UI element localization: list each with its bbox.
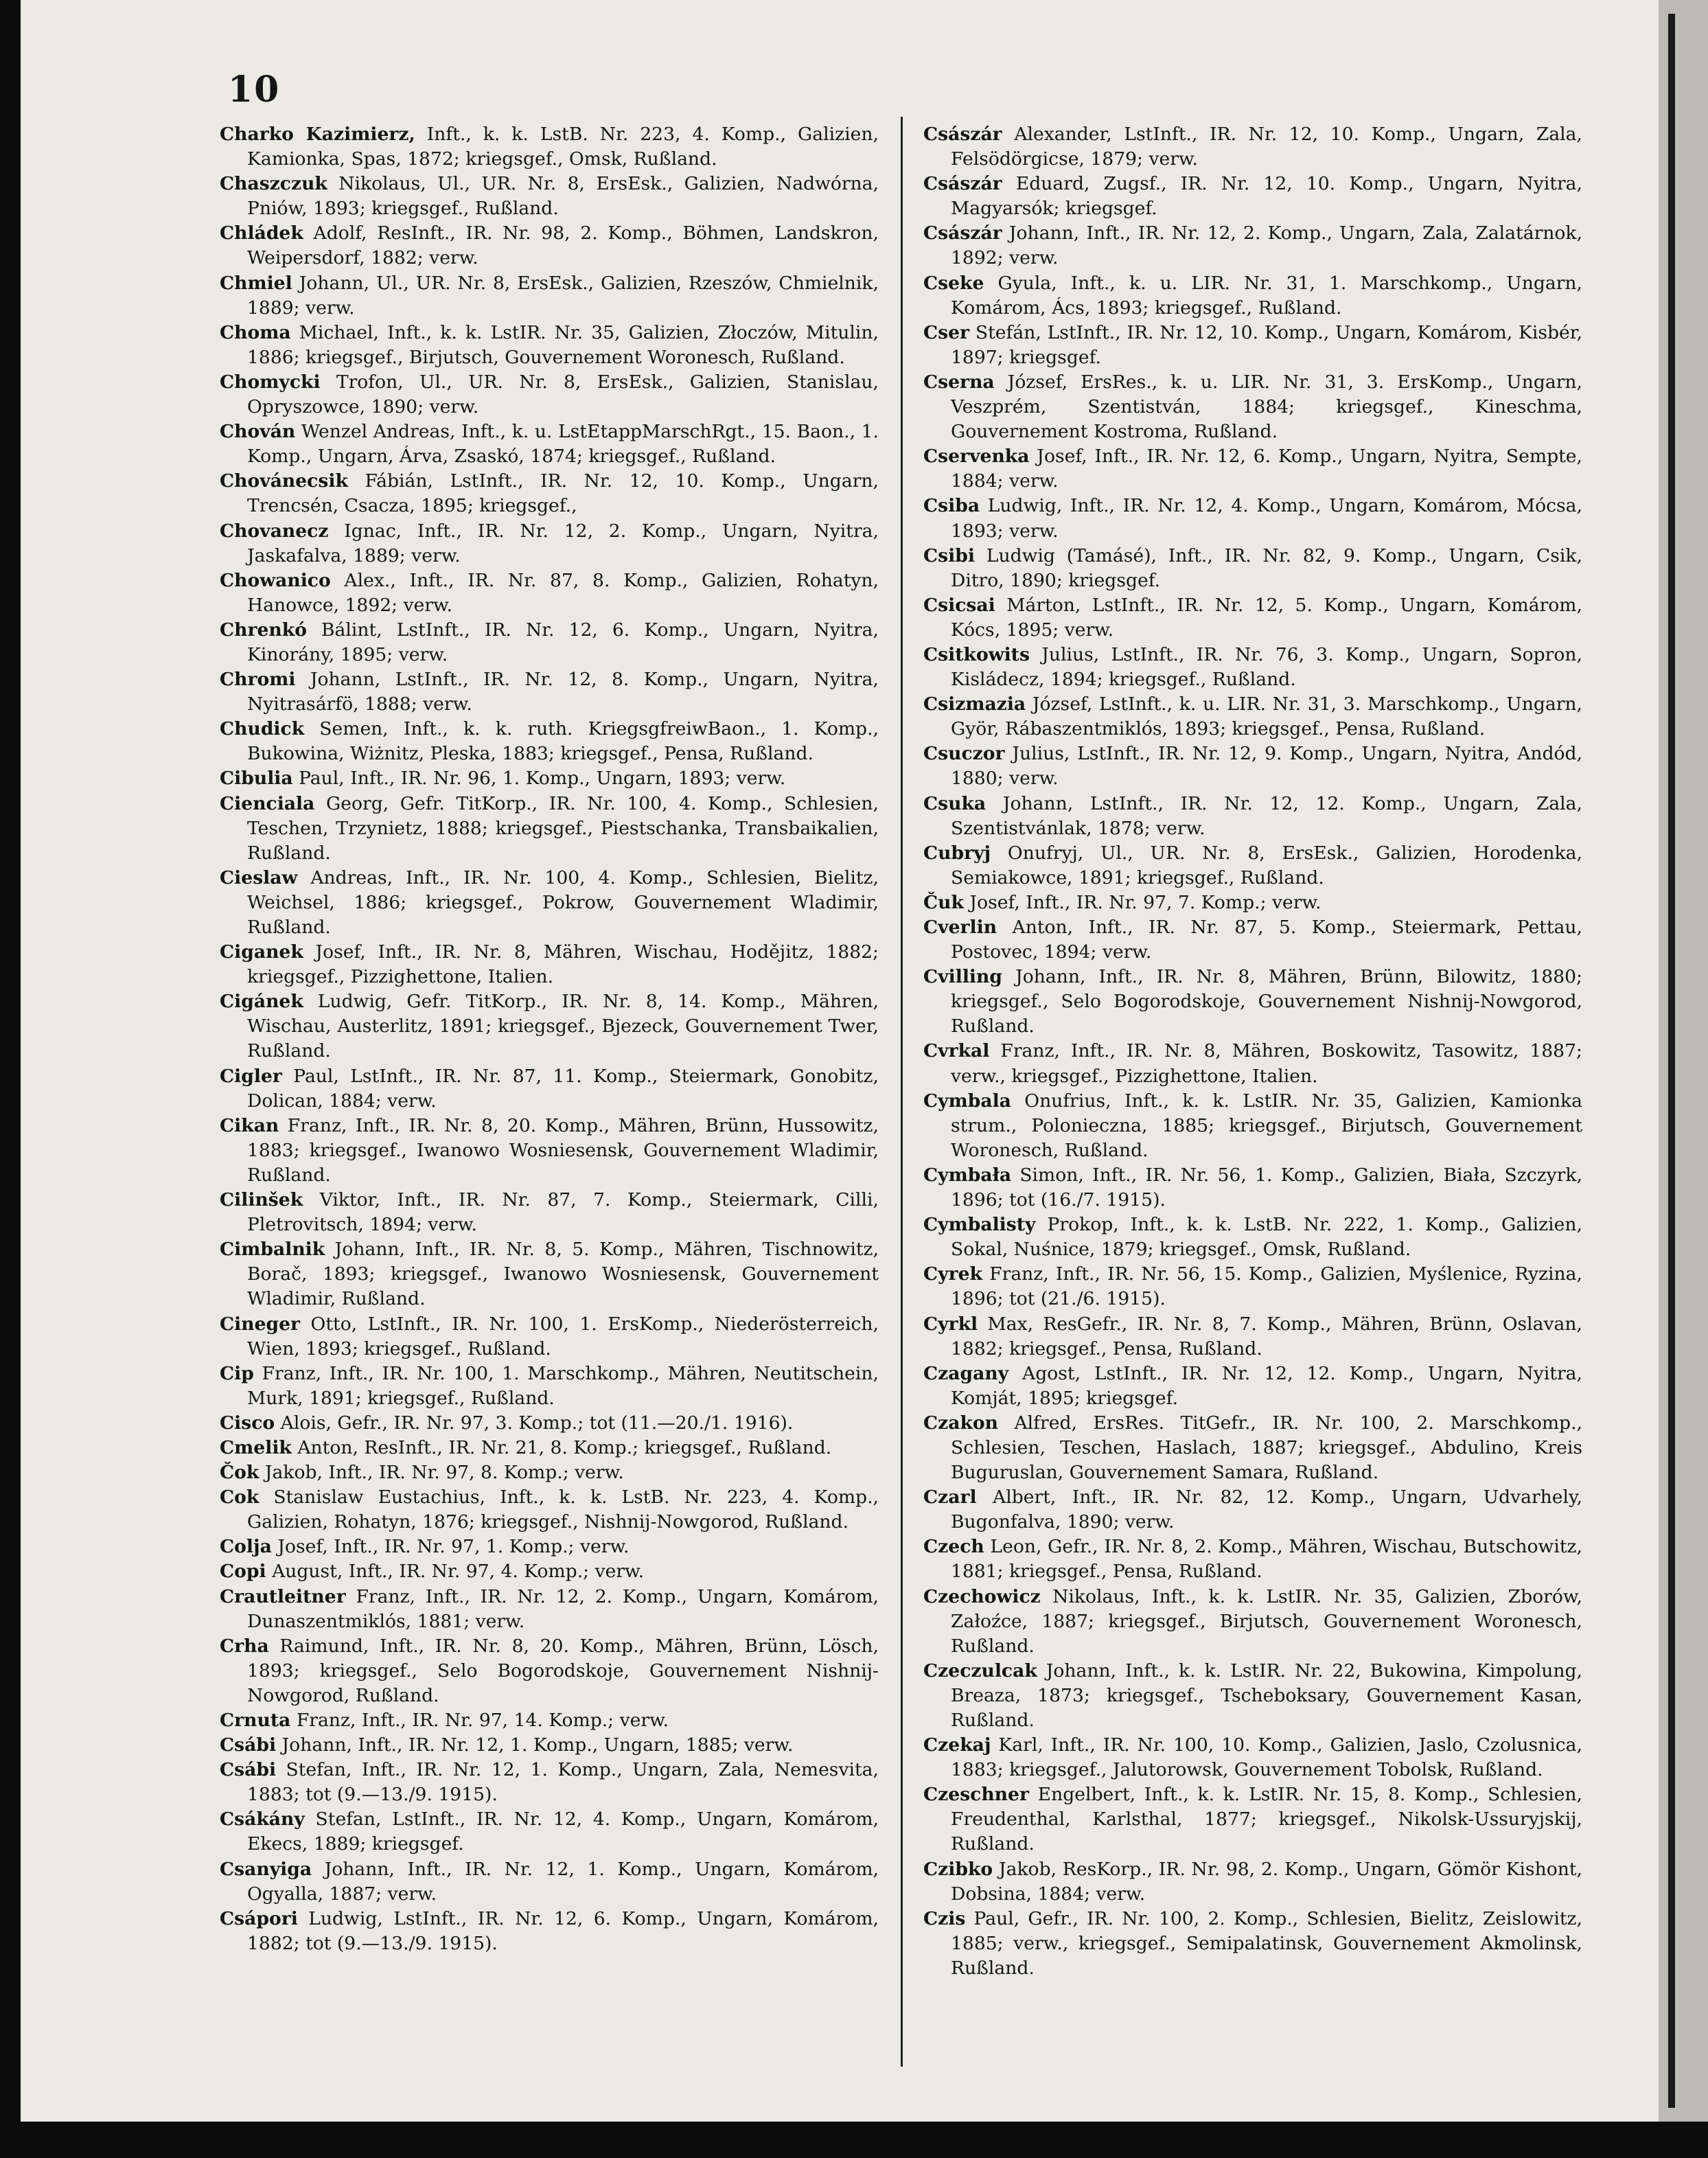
list-item [220,866,879,940]
entry-surname: Chrenkó [220,619,307,641]
list-item [220,1733,879,1758]
entry-surname: Cubryj [923,842,991,864]
entry-details: Ignac, Inft., IR. Nr. 12, 2. Komp., Ungarn, Nyitra, Jaskafalva, 1889; verw. [247,520,879,566]
entry-details: Josef, Inft., IR. Nr. 12, 6. Komp., Ungarn, Nyitra, Sempte, 1884; verw. [951,446,1582,492]
list-item [220,1114,879,1188]
list-item [923,792,1582,841]
entry-surname: Cverlin [923,917,997,938]
list-item [220,766,879,791]
list-item [220,667,879,717]
entry-surname: Charko Kazimierz, [220,124,415,145]
entry-details: Josef, Inft., IR. Nr. 97, 1. Komp.; verw. [277,1536,630,1558]
list-item [220,569,879,618]
entry-details: Franz, Inft., IR. Nr. 12, 2. Komp., Ungarn, Komárom, Dunaszentmiklós, 1881; verw. [247,1585,879,1632]
list-item [220,519,879,569]
scan-edge-left [0,0,21,2158]
entry-details: Stanislaw Eustachius, Inft., k. k. LstB. Nr. 223, 4. Komp., Galizien, Rohatyn, 1876; kriegsgef., Nishnij-Nowgorod, Rußland. [247,1487,879,1533]
entry-surname: Czechowicz [923,1585,1041,1607]
list-item [923,444,1582,494]
list-item [220,1708,879,1733]
entry-surname: Csibi [923,544,975,566]
entry-details: Georg, Gefr. TitKorp., IR. Nr. 100, 4. Komp., Schlesien, Teschen, Trzynietz, 1888; kriegsgef., Piestschanka, Transbaikalien, Rußland. [247,792,879,864]
list-item [220,1559,879,1584]
left-column [220,122,879,1956]
entry-surname: Csiba [923,495,980,517]
entry-surname: Csanyiga [220,1858,312,1880]
entry-surname: Cvilling [923,966,1002,988]
list-item [220,370,879,420]
entry-details: Franz, Inft., IR. Nr. 8, Mähren, Boskowitz, Tasowitz, 1887; verw., kriegsgef., Pizzighettone, Italien. [951,1040,1582,1087]
entry-details: Nikolaus, Inft., k. k. LstIR. Nr. 35, Galizien, Zborów, Załoźce, 1887; kriegsgef., Birjutsch, Gouvernement Woronesch, Rußland. [951,1585,1582,1657]
entry-surname: Cilinšek [220,1189,303,1211]
entry-details: Trofon, Ul., UR. Nr. 8, ErsEsk., Galizien, Stanislau, Opryszowce, 1890; verw. [247,371,879,418]
list-item [923,494,1582,543]
list-item [923,1857,1582,1907]
entry-surname: Crautleitner [220,1585,346,1607]
entry-surname: Cmelik [220,1436,292,1458]
entry-details: Jakob, Inft., IR. Nr. 97, 8. Komp.; verw. [264,1462,624,1484]
entry-details: Adolf, ResInft., IR. Nr. 98, 2. Komp., Böhmen, Landskron, Weipersdorf, 1882; verw. [247,222,879,269]
entry-details: Stefán, LstInft., IR. Nr. 12, 10. Komp., Ungarn, Komárom, Kisbér, 1897; kriegsgef. [951,321,1582,368]
entry-details: Johann, Inft., IR. Nr. 8, Mähren, Brünn, Bilowitz, 1880; kriegsgef., Selo Bogorodskoje, Gouvernement Nishnij-Nowgorod, Rußland. [951,966,1582,1037]
entry-details: Johann, Inft., IR. Nr. 8, 5. Komp., Mähren, Tischnowitz, Borač, 1893; kriegsgef., Iwanowo Wosniesensk, Gouvernement Wladimir, Rußland. [247,1239,879,1310]
list-item [220,1411,879,1436]
entry-surname: Csákány [220,1809,305,1830]
entry-surname: Chovánecsik [220,470,348,492]
list-item [923,891,1582,915]
entry-surname: Ciganek [220,941,303,963]
entry-details: Franz, Inft., IR. Nr. 8, 20. Komp., Mähren, Brünn, Hussowitz, 1883; kriegsgef., Iwanowo Wosniesensk, Gouvernement Wladimir, Rußland. [247,1114,879,1186]
entry-surname: Cienciala [220,792,315,814]
scan-edge-right-line [1668,14,1675,2108]
entry-details: Raimund, Inft., IR. Nr. 8, 20. Komp., Mähren, Brünn, Lösch, 1893; kriegsgef., Selo Bogorodskoje, Gouvernement Nishnij-Nowgorod, Rußland. [247,1635,879,1706]
entry-details: Julius, LstInft., IR. Nr. 12, 9. Komp., Ungarn, Nyitra, Andód, 1880; verw. [951,743,1582,790]
list-item [923,271,1582,321]
list-item [220,717,879,766]
entry-details: Prokop, Inft., k. k. LstB. Nr. 222, 1. Komp., Galizien, Sokal, Nuśnice, 1879; kriegsgef., Omsk, Rußland. [951,1214,1582,1261]
entry-surname: Csuka [923,792,986,814]
list-item [220,321,879,370]
list-item [923,1659,1582,1733]
list-item [923,1163,1582,1213]
entry-surname: Chován [220,421,296,443]
entry-details: Johann, Ul., UR. Nr. 8, ErsEsk., Galizien, Rzeszów, Chmielnik, 1889; verw. [247,272,879,319]
entry-surname: Cikan [220,1114,279,1136]
list-item [220,618,879,667]
entry-surname: Cok [220,1487,259,1508]
entry-details: Franz, Inft., IR. Nr. 97, 14. Komp.; verw. [296,1710,669,1731]
list-item [220,469,879,518]
entry-surname: Czis [923,1907,966,1929]
list-item [923,742,1582,791]
entry-surname: Chudick [220,718,305,740]
entry-details: Alexander, LstInft., IR. Nr. 12, 10. Komp., Ungarn, Zala, Felsödörgicse, 1879; verw. [951,124,1582,170]
list-item [923,1535,1582,1584]
entry-surname: Cimbalnik [220,1239,325,1261]
list-item [220,122,879,172]
entry-details: Wenzel Andreas, Inft., k. u. LstEtappMarschRgt., 15. Baon., 1. Komp., Ungarn, Árva, Zsaskó, 1874; kriegsgef., Rußland. [247,421,879,468]
list-item [923,1585,1582,1659]
entry-surname: Cigler [220,1065,282,1087]
list-item [923,544,1582,593]
entry-surname: Czech [923,1536,984,1558]
entry-surname: Čok [220,1462,259,1484]
column-divider [901,117,903,2067]
entry-surname: Colja [220,1536,272,1558]
list-item [923,122,1582,172]
entry-surname: Cvrkal [923,1040,990,1062]
list-item [220,420,879,469]
entry-details: Inft., k. k. LstB. Nr. 223, 4. Komp., Galizien, Kamionka, Spas, 1872; kriegsgef., Omsk, Rußland. [247,124,879,170]
entry-surname: Császár [923,222,1002,244]
list-item [923,172,1582,221]
right-column [923,122,1582,1981]
entry-surname: Czeschner [923,1784,1029,1806]
entry-surname: Czagany [923,1362,1009,1384]
list-item [923,221,1582,271]
list-item [220,792,879,866]
entry-surname: Cser [923,321,970,343]
list-item [220,1807,879,1857]
entry-surname: Chromi [220,669,296,691]
entry-details: Alois, Gefr., IR. Nr. 97, 3. Komp.; tot (11.—20./1. 1916). [280,1412,794,1434]
entry-surname: Chomycki [220,371,321,393]
entry-details: Michael, Inft., k. k. LstIR. Nr. 35, Galizien, Złoczów, Mitulin, 1886; kriegsgef., Birjutsch, Gouvernement Woronesch, Rußland. [247,321,879,368]
list-item [923,370,1582,444]
list-item [220,1312,879,1362]
entry-surname: Choma [220,321,291,343]
list-item [923,1039,1582,1088]
scan-edge-bottom [0,2122,1708,2158]
entry-details: Semen, Inft., k. k. ruth. KriegsgfreiwBaon., 1. Komp., Bukowina, Wiżnitz, Pleska, 1883; kriegsgef., Pensa, Rußland. [247,718,879,765]
entry-details: Josef, Inft., IR. Nr. 97, 7. Komp.; verw. [969,891,1322,913]
entry-details: Jakob, ResKorp., IR. Nr. 98, 2. Komp., Ungarn, Gömör Kishont, Dobsina, 1884; verw. [951,1858,1582,1905]
entry-details: Simon, Inft., IR. Nr. 56, 1. Komp., Galizien, Biała, Szczyrk, 1896; tot (16./7. 1915). [951,1164,1582,1211]
list-item [220,1237,879,1311]
list-item [923,1213,1582,1262]
entry-surname: Cieslaw [220,866,298,888]
list-item [220,1758,879,1807]
entry-surname: Czibko [923,1858,993,1880]
entry-surname: Csápori [220,1907,298,1929]
entry-details: József, ErsRes., k. u. LIR. Nr. 31, 3. ErsKomp., Ungarn, Veszprém, Szentistván, 1884; kriegsgef., Kineschma, Gouvernement Kostroma, Rußland. [951,371,1582,443]
list-item [923,692,1582,742]
entry-surname: Copi [220,1561,266,1583]
list-item [923,965,1582,1039]
list-item [923,593,1582,643]
list-item [220,1436,879,1460]
entry-details: Anton, ResInft., IR. Nr. 21, 8. Komp.; kriegsgef., Rußland. [297,1436,832,1458]
entry-details: Stefan, Inft., IR. Nr. 12, 1. Komp., Ungarn, Zala, Nemesvita, 1883; tot (9.—13./9. 1915). [247,1759,879,1806]
entry-details: Márton, LstInft., IR. Nr. 12, 5. Komp., Ungarn, Komárom, Kócs, 1895; verw. [951,594,1582,641]
list-item [923,1782,1582,1857]
entry-details: Paul, Gefr., IR. Nr. 100, 2. Komp., Schlesien, Bielitz, Zeislowitz, 1885; verw., kriegsgef., Semipalatinsk, Gouvernement Akmolinsk, Rußland. [951,1907,1582,1979]
list-item [220,271,879,321]
entry-surname: Czakon [923,1412,998,1434]
list-item [923,1485,1582,1535]
list-item [923,841,1582,891]
entry-details: Onufryj, Ul., UR. Nr. 8, ErsEsk., Galizien, Horodenka, Semiakowce, 1891; kriegsgef., Rußland. [951,842,1582,888]
list-item [220,940,879,989]
entry-details: Agost, LstInft., IR. Nr. 12, 12. Komp., Ungarn, Nyitra, Komját, 1895; kriegsgef. [951,1362,1582,1409]
list-item [923,321,1582,370]
entry-details: Bálint, LstInft., IR. Nr. 12, 6. Komp., Ungarn, Nyitra, Kinorány, 1895; verw. [247,619,879,665]
entry-surname: Csuczor [923,743,1005,765]
entry-surname: Csicsai [923,594,995,616]
entry-surname: Cigánek [220,991,303,1013]
list-item [220,1485,879,1535]
entry-surname: Czarl [923,1487,977,1508]
entry-surname: Császár [923,124,1002,145]
list-item [220,1907,879,1956]
entry-surname: Crnuta [220,1710,291,1731]
entry-surname: Crha [220,1635,269,1657]
entry-details: Nikolaus, Ul., UR. Nr. 8, ErsEsk., Galizien, Nadwórna, Pniów, 1893; kriegsgef., Rußland. [247,173,879,220]
entry-details: Gyula, Inft., k. u. LIR. Nr. 31, 1. Marschkomp., Ungarn, Komárom, Ács, 1893; kriegsgef., Rußland. [951,272,1582,319]
entry-surname: Cserna [923,371,995,393]
entry-details: Johann, Inft., IR. Nr. 12, 1. Komp., Ungarn, 1885; verw. [281,1734,794,1756]
list-item [220,1188,879,1237]
list-item [923,1907,1582,1981]
entry-surname: Csábi [220,1734,277,1756]
entry-surname: Cibulia [220,768,293,790]
list-item [923,915,1582,965]
list-item [923,1262,1582,1311]
entry-details: Johann, Inft., IR. Nr. 12, 2. Komp., Ungarn, Zala, Zalatárnok, 1892; verw. [951,222,1582,269]
entry-details: Ludwig, LstInft., IR. Nr. 12, 6. Komp., Ungarn, Komárom, 1882; tot (9.—13./9. 1915). [247,1907,879,1954]
entry-surname: Csábi [220,1759,277,1781]
entry-details: Eduard, Zugsf., IR. Nr. 12, 10. Komp., Ungarn, Nyitra, Magyarsók; kriegsgef. [951,173,1582,220]
entry-details: Ludwig, Inft., IR. Nr. 12, 4. Komp., Ungarn, Komárom, Mócsa, 1893; verw. [951,495,1582,542]
entry-surname: Czeczulcak [923,1660,1037,1681]
entry-details: August, Inft., IR. Nr. 97, 4. Komp.; verw. [272,1561,645,1583]
list-item [220,172,879,221]
entry-details: József, LstInft., k. u. LIR. Nr. 31, 3. Marschkomp., Ungarn, Györ, Rábaszentmiklós, 1893; kriegsgef., Pensa, Rußland. [951,693,1582,740]
list-item [220,1634,879,1708]
entry-surname: Cymbała [923,1164,1012,1186]
entry-surname: Cymbalisty [923,1214,1036,1236]
list-item [220,989,879,1064]
entry-surname: Cineger [220,1313,301,1335]
entry-details: Leon, Gefr., IR. Nr. 8, 2. Komp., Mähren, Wischau, Butschowitz, 1881; kriegsgef., Pensa, Rußland. [951,1536,1582,1583]
list-item [923,1312,1582,1362]
entry-details: Johann, Inft., k. k. LstIR. Nr. 22, Bukowina, Kimpolung, Breaza, 1873; kriegsgef., Tscheboksary, Gouvernement Kasan, Rußland. [951,1660,1582,1731]
entry-details: Ludwig (Tamásé), Inft., IR. Nr. 82, 9. Komp., Ungarn, Csik, Ditro, 1890; kriegsgef. [951,544,1582,591]
entry-surname: Császár [923,173,1002,195]
entry-details: Fábián, LstInft., IR. Nr. 12, 10. Komp., Ungarn, Trencsén, Csacza, 1895; kriegsgef., [247,470,879,517]
list-item [923,1411,1582,1485]
entry-details: Paul, LstInft., IR. Nr. 87, 11. Komp., Steiermark, Gonobitz, Dolican, 1884; verw. [247,1065,879,1112]
list-item [923,1733,1582,1782]
list-item [220,1460,879,1485]
list-item [220,1362,879,1411]
list-item [220,221,879,271]
entry-details: Engelbert, Inft., k. k. LstIR. Nr. 15, 8. Komp., Schlesien, Freudenthal, Karlsthal, 1877; kriegsgef., Nikolsk-Ussuryjskij, Rußland. [951,1784,1582,1855]
entry-details: Otto, LstInft., IR. Nr. 100, 1. ErsKomp., Niederösterreich, Wien, 1893; kriegsgef., Rußland. [247,1313,879,1359]
entry-surname: Czekaj [923,1734,991,1756]
entry-details: Johann, Inft., IR. Nr. 12, 1. Komp., Ungarn, Komárom, Ogyalla, 1887; verw. [247,1858,879,1905]
entry-details: Josef, Inft., IR. Nr. 8, Mähren, Wischau, Hodějitz, 1882; kriegsgef., Pizzighettone, Italien. [247,941,879,988]
list-item [220,1535,879,1559]
list-item [923,1362,1582,1411]
entry-surname: Chládek [220,222,303,244]
entry-surname: Chmiel [220,272,292,294]
entry-details: Alex., Inft., IR. Nr. 87, 8. Komp., Galizien, Rohatyn, Hanowce, 1892; verw. [247,569,879,616]
entry-surname: Chaszczuk [220,173,327,195]
entry-surname: Cisco [220,1412,275,1434]
scan-edge-right [1659,0,1708,2158]
entry-surname: Csitkowits [923,643,1030,665]
entry-details: Paul, Inft., IR. Nr. 96, 1. Komp., Ungarn, 1893; verw. [299,768,786,790]
list-item [220,1857,879,1907]
entry-details: Franz, Inft., IR. Nr. 56, 15. Komp., Galizien, Myślenice, Ryzina, 1896; tot (21./6. 1915). [951,1263,1582,1310]
entry-details: Anton, Inft., IR. Nr. 87, 5. Komp., Steiermark, Pettau, Postovec, 1894; verw. [951,917,1582,963]
entry-surname: Chowanico [220,569,331,591]
entry-surname: Cip [220,1362,254,1384]
list-item [923,643,1582,692]
list-item [220,1585,879,1634]
entry-surname: Cyrkl [923,1313,978,1335]
entry-surname: Čuk [923,891,964,913]
entry-details: Karl, Inft., IR. Nr. 100, 10. Komp., Galizien, Jaslo, Czolusnica, 1883; kriegsgef., Jalutorowsk, Gouvernement Tobolsk, Rußland. [951,1734,1582,1781]
entry-details: Ludwig, Gefr. TitKorp., IR. Nr. 8, 14. Komp., Mähren, Wischau, Austerlitz, 1891; kriegsgef., Bjezeck, Gouvernement Twer, Rußland. [247,991,879,1062]
entry-details: Julius, LstInft., IR. Nr. 76, 3. Komp., Ungarn, Sopron, Kisládecz, 1894; kriegsgef., Rußland. [951,643,1582,691]
entry-details: Andreas, Inft., IR. Nr. 100, 4. Komp., Schlesien, Bielitz, Weichsel, 1886; kriegsgef., Pokrow, Gouvernement Wladimir, Rußland. [247,866,879,938]
entry-details: Max, ResGefr., IR. Nr. 8, 7. Komp., Mähren, Brünn, Oslavan, 1882; kriegsgef., Pensa, Rußland. [951,1313,1582,1359]
entry-surname: Cymbala [923,1090,1011,1112]
entry-surname: Chovanecz [220,520,329,542]
entry-details: Stefan, LstInft., IR. Nr. 12, 4. Komp., Ungarn, Komárom, Ekecs, 1889; kriegsgef. [247,1809,879,1855]
entry-surname: Cservenka [923,446,1030,468]
entry-details: Albert, Inft., IR. Nr. 82, 12. Komp., Ungarn, Udvarhely, Bugonfalva, 1890; verw. [951,1487,1582,1533]
entry-details: Johann, LstInft., IR. Nr. 12, 8. Komp., Ungarn, Nyitra, Nyitrasárfö, 1888; verw. [247,669,879,715]
entry-details: Franz, Inft., IR. Nr. 100, 1. Marschkomp., Mähren, Neutitschein, Murk, 1891; kriegsgef., Rußland. [247,1362,879,1409]
entry-surname: Cyrek [923,1263,982,1285]
entry-details: Alfred, ErsRes. TitGefr., IR. Nr. 100, 2. Marschkomp., Schlesien, Teschen, Haslach, 1887; kriegsgef., Abdulino, Kreis Buguruslan, Gouvernement Samara, Rußland. [951,1412,1582,1484]
list-item [923,1089,1582,1163]
entry-details: Onufrius, Inft., k. k. LstIR. Nr. 35, Galizien, Kamionka strum., Poloniecznа, 1885; kriegsgef., Birjutsch, Gouvernement Woronesch, Rußland. [951,1090,1582,1161]
entry-surname: Cseke [923,272,984,294]
list-item [220,1064,879,1114]
entry-surname: Csizmazia [923,693,1026,715]
page-number: 10 [228,69,281,111]
entry-details: Viktor, Inft., IR. Nr. 87, 7. Komp., Steiermark, Cilli, Pletrovitsch, 1894; verw. [247,1189,879,1236]
entry-details: Johann, LstInft., IR. Nr. 12, 12. Komp., Ungarn, Zala, Szentistvánlak, 1878; verw. [951,792,1582,839]
